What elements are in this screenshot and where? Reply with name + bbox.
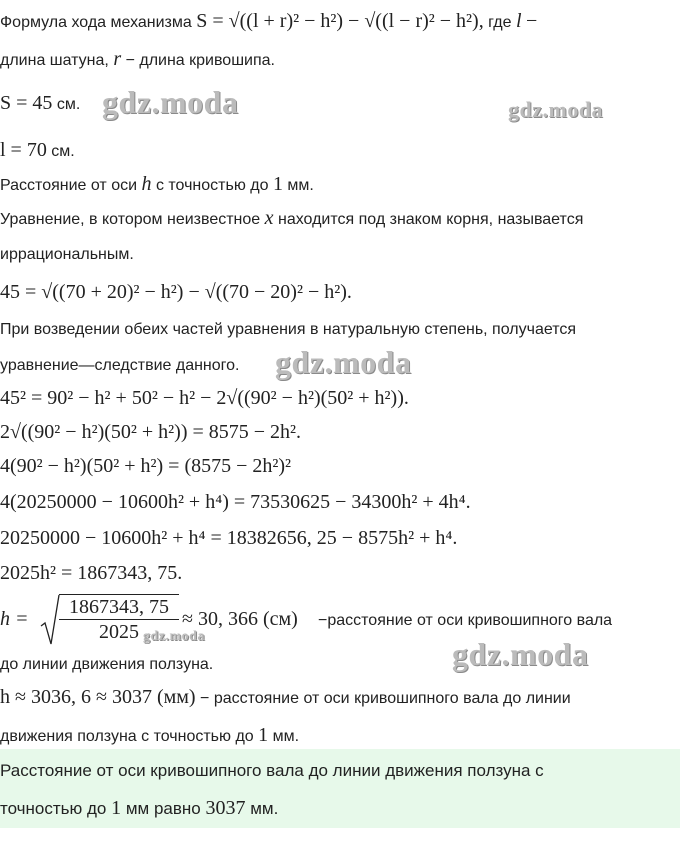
dash: − [525,10,538,32]
irrational-def-text: Уравнение, в котором неизвестное [0,211,261,228]
equation-3: 2√((90² − h²)(50² + h²)) = 8575 − 2h². [0,421,302,443]
answer-text-2: мм равно [125,799,201,818]
eq8-text: −расстояние от оси кривошипного вала [318,612,613,629]
intro-text: Формула хода механизма [0,14,192,31]
eq9-text: − расстояние от оси кривошипного вала до линии [200,690,571,707]
watermark-logo: gdz.moda [143,629,205,644]
watermark-logo: gdz.moda [275,344,412,380]
intro-formula-line [0,10,680,34]
eq8-denominator: 2025 [99,621,139,643]
watermark-logo: gdz.moda [452,636,589,672]
squaring-note-line [0,319,680,341]
answer-line-1: Расстояние от оси кривошипного вала до линии движения ползуна с [0,761,544,780]
answer-text-1: точностью до [0,799,107,818]
find-line [0,173,680,197]
given-l-unit: см. [51,143,75,160]
slider-text: до линии движения ползуна. [0,656,214,673]
find-text: Расстояние от оси [0,177,138,194]
given-s: S = 45 [0,92,53,114]
answer-text-3: мм. [250,799,279,818]
crank-length-text: − длина кривошипа. [125,52,275,69]
answer-line-2 [0,797,680,820]
irrational-word: иррациональным. [0,246,134,263]
eq8-rhs: ≈ 30, 366 (см) [182,608,298,630]
equation-7: 2025h² = 1867343, 75. [0,562,183,584]
answer-number-2: 3037 [205,797,246,819]
watermark-logo: gdz.moda [508,97,604,122]
rod-length-text: длина шатуна, [0,52,109,69]
watermark-logo: gdz.moda [102,84,239,120]
irrational-def-text-2: находится под знаком корня, называется [277,211,584,228]
answer-number-1: 1 [111,797,122,819]
equation-5: 4(20250000 − 10600h² + h⁴) = 73530625 − 34300h² + 4h⁴. [0,491,471,513]
precision-number: 1 [272,173,283,195]
squaring-note: При возведении обеих частей уравнения в натуральную степень, получается [0,321,577,338]
precision-unit: мм. [287,177,314,194]
equation-9: h ≈ 3036, 6 ≈ 3037 (мм) [0,686,196,708]
answer-box [0,749,680,828]
precision-text: с точностью до [155,177,269,194]
irrational-word-line [0,244,680,266]
equation-6: 20250000 − 10600h² + h⁴ = 18382656, 25 − 8575h² + h⁴. [0,527,458,549]
equation-4: 4(90² − h²)(50² + h²) = (8575 − 2h²)² [0,455,292,477]
eq8-lhs: h = [0,608,29,630]
equation-1: 45 = √((70 + 20)² − h²) − √((70 − 20)² − h²). [0,281,352,303]
precision-line [0,724,680,748]
var-h: h [141,173,152,195]
given-l: l = 70 [0,139,47,161]
var-l: l [515,10,522,32]
given-s-unit: см. [56,96,81,113]
precision-text-2: движения ползуна с точностью до [0,728,254,745]
equation-2: 45² = 90² − h² + 50² − h² − 2√((90² − h²)(50² + h²)). [0,387,409,409]
eq8-numerator: 1867343, 75 [59,595,179,620]
definition-line [0,48,680,72]
var-x: x [264,207,274,229]
definition-irrational-line [0,207,680,231]
precision-number-2: 1 [258,724,269,746]
where-text: где [488,14,512,31]
stroke-formula: S = √((l + r)² − h²) − √((l − r)² − h²), [196,10,484,32]
given-l-line [0,139,680,163]
precision-unit-2: мм. [272,728,300,745]
consequence-text: уравнение—следствие данного. [0,357,240,374]
radical-sign-icon [40,594,60,646]
var-r: r [113,48,122,70]
equation-9-line [0,686,680,710]
